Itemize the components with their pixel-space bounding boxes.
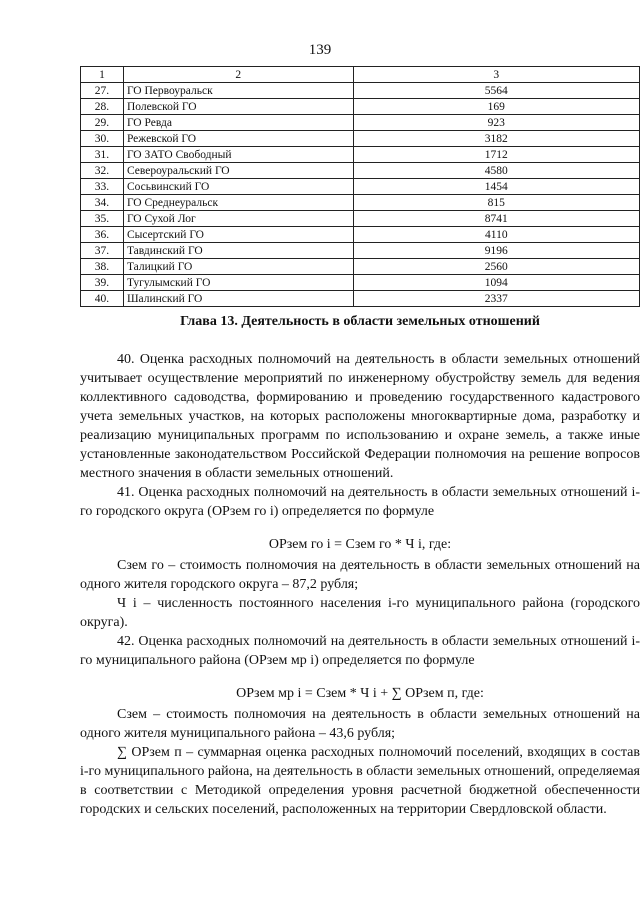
row-value: 1454 (353, 179, 639, 195)
row-value: 5564 (353, 83, 639, 99)
row-number: 28. (81, 99, 124, 115)
municipality-table (80, 66, 640, 307)
table-row (81, 163, 640, 179)
table-row (81, 227, 640, 243)
table-header-row (81, 67, 640, 83)
table-row (81, 291, 640, 307)
row-value: 4110 (353, 227, 639, 243)
row-number: 31. (81, 147, 124, 163)
paragraph-42: 42. Оценка расходных полномочий на деятельность в области земельных отношений i-го муниципального района (ОРзем мр i) определяется по формуле (80, 634, 640, 668)
definition-szem-go: Сзем го – стоимость полномочия на деятельность в области земельных отношений на одного жителя городского округа – 87,2 рубля; (80, 558, 640, 592)
municipality-name: Тавдинский ГО (123, 243, 353, 259)
formula-or-zem-mr: ОРзем мр i = Сзем * Ч i + ∑ ОРзем п, где: (236, 686, 484, 701)
row-value: 815 (353, 195, 639, 211)
chapter-heading: Глава 13. Деятельность в области земельных отношений (180, 314, 540, 329)
row-number: 36. (81, 227, 124, 243)
definition-sum-or-zem-p: ∑ ОРзем п – суммарная оценка расходных полномочий поселений, входящих в состав i-го муниципального района, на деятельность в области земельных отношений, определяемая в соответствии с Методикой определения уровня расчетной бюджетной обеспеченности городских и сельских поселений, расположенных на территории Свердловской области. (80, 745, 640, 817)
column-header: 1 (81, 67, 124, 83)
row-value: 2560 (353, 259, 639, 275)
formula-or-zem-go: ОРзем го i = Сзем го * Ч i, где: (268, 537, 452, 552)
municipality-name: Сосьвинский ГО (123, 179, 353, 195)
row-value: 8741 (353, 211, 639, 227)
municipality-name: Шалинский ГО (123, 291, 353, 307)
paragraph-41: 41. Оценка расходных полномочий на деятельность в области земельных отношений i-го городского округа (ОРзем го i) определяется по формуле (80, 485, 640, 519)
table-row (81, 115, 640, 131)
row-value: 3182 (353, 131, 639, 147)
row-number: 38. (81, 259, 124, 275)
table-row (81, 131, 640, 147)
row-number: 32. (81, 163, 124, 179)
municipality-name: ГО Ревда (123, 115, 353, 131)
row-number: 39. (81, 275, 124, 291)
row-value: 1712 (353, 147, 639, 163)
municipality-name: ГО ЗАТО Свободный (123, 147, 353, 163)
row-number: 33. (81, 179, 124, 195)
municipality-name: ГО Сухой Лог (123, 211, 353, 227)
municipality-name: Режевской ГО (123, 131, 353, 147)
page-number: 139 (308, 42, 332, 58)
table-row (81, 99, 640, 115)
municipality-name: ГО Первоуральск (123, 83, 353, 99)
row-value: 9196 (353, 243, 639, 259)
table-row (81, 259, 640, 275)
definition-ch-i: Ч i – численность постоянного населения i-го муниципального района (городского округа). (80, 596, 640, 630)
body-text (80, 350, 640, 819)
table-row (81, 211, 640, 227)
row-value: 2337 (353, 291, 639, 307)
row-number: 27. (81, 83, 124, 99)
table-row (81, 275, 640, 291)
municipality-name: Талицкий ГО (123, 259, 353, 275)
row-value: 1094 (353, 275, 639, 291)
table-row (81, 179, 640, 195)
row-value: 169 (353, 99, 639, 115)
table-row (81, 243, 640, 259)
table-row (81, 147, 640, 163)
row-number: 40. (81, 291, 124, 307)
paragraph-40: 40. Оценка расходных полномочий на деятельность в области земельных отношений учитывает осуществление мероприятий по инженерному обустройству земель для ведения коллективного садоводства, формированию и проведению государственного кадастрового учета земельных участков, на которых расположены многоквартирные дома, разработку и реализацию муниципальных программ по использованию и охране земель, а также иные установленные законодательством Российской Федерации полномочия на решение вопросов местного значения в области земельных отношений. (80, 352, 640, 481)
table-row (81, 195, 640, 211)
municipality-name: Североуральский ГО (123, 163, 353, 179)
table-row (81, 83, 640, 99)
column-header: 2 (123, 67, 353, 83)
municipality-name: Тугулымский ГО (123, 275, 353, 291)
row-value: 923 (353, 115, 639, 131)
definition-szem: Сзем – стоимость полномочия на деятельность в области земельных отношений на одного жителя муниципального района – 43,6 рубля; (80, 707, 640, 741)
column-header: 3 (353, 67, 639, 83)
municipality-name: ГО Среднеуральск (123, 195, 353, 211)
row-number: 34. (81, 195, 124, 211)
row-number: 35. (81, 211, 124, 227)
row-number: 30. (81, 131, 124, 147)
row-value: 4580 (353, 163, 639, 179)
municipality-name: Сысертский ГО (123, 227, 353, 243)
row-number: 29. (81, 115, 124, 131)
row-number: 37. (81, 243, 124, 259)
municipality-name: Полевской ГО (123, 99, 353, 115)
